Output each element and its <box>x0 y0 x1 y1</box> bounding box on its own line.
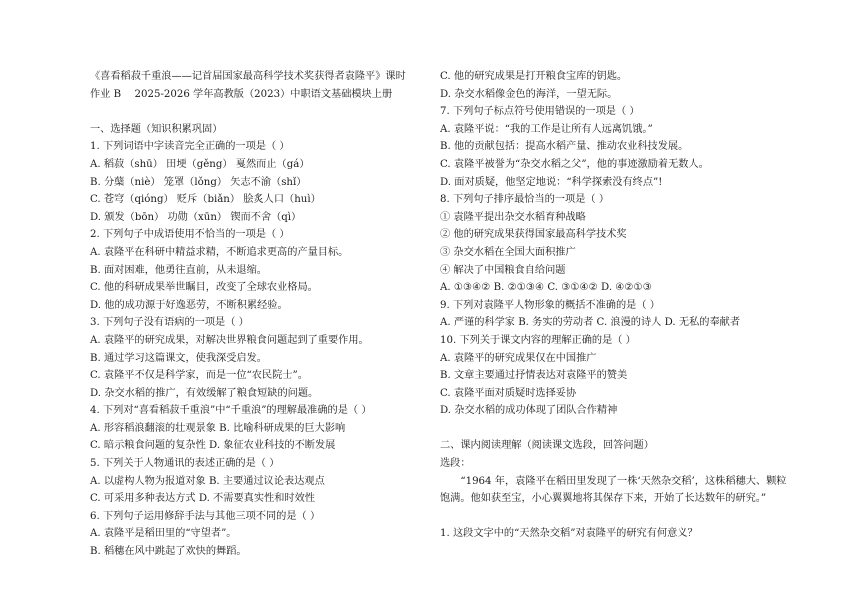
question-5: 5. 下列关于人物通讯的表述正确的是（ ） <box>90 458 280 470</box>
right-column <box>440 68 790 543</box>
option-7c: C. 袁隆平被誉为“杂交水稻之父”，他的事迹激励着无数人。 <box>440 158 709 170</box>
option-3a: A. 袁隆平的研究成果，对解决世界粮食问题起到了重要作用。 <box>90 334 369 346</box>
question-2: 2. 下列句子中成语使用不恰当的一项是（ ） <box>90 229 290 241</box>
options-4cd: C. 暗示粮食问题的复杂性 D. 象征农业科技的不断发展 <box>90 440 336 452</box>
left-column <box>90 68 420 561</box>
option-7d: D. 面对质疑，他坚定地说：“科学探索没有终点”! <box>440 176 663 188</box>
option-10c: C. 袁隆平面对质疑时选择妥协 <box>440 387 577 399</box>
excerpt-label: 选段： <box>440 458 471 470</box>
doc-title-line-2: 作业 B 2025-2026 学年高教版（2023）中职语文基础模块上册 <box>90 88 393 100</box>
doc-title-line-1: 《喜看稻菽千重浪——记首届国家最高科学技术奖获得者袁隆平》课时 <box>90 71 406 82</box>
option-7b: B. 他的贡献包括：提高水稻产量、推动农业科技发展。 <box>440 141 689 153</box>
sentence-8-2: ② 他的研究成果获得国家最高科学技术奖 <box>440 229 627 241</box>
sentence-8-4: ④ 解决了中国粮食自给问题 <box>440 264 566 276</box>
option-1b: B. 分蘖（niè） 笼罩（lǒng） 矢志不渝（shǐ） <box>90 176 307 188</box>
excerpt-paragraph: “1964 年，袁隆平在稻田里发现了一株‘天然杂交稻’，这株稻穗大、颗粒饱满。他如获至宝，小心翼翼地将其保存下来，开始了长达数年的研究。” <box>440 475 787 505</box>
question-10: 10. 下列关于课文内容的理解正确的是（ ） <box>440 334 636 346</box>
question-9: 9. 下列对袁隆平人物形象的概括不准确的是（ ） <box>440 299 660 311</box>
option-2d: D. 他的成功源于好逸恶劳，不断积累经验。 <box>90 299 288 311</box>
option-7a: A. 袁隆平说：“我的工作是让所有人远离饥饿。” <box>440 123 653 135</box>
option-6a: A. 袁隆平是稻田里的“守望者”。 <box>90 528 237 540</box>
reading-question-1: 1. 这段文字中的“天然杂交稻”对袁隆平的研究有何意义？ <box>440 528 698 540</box>
options-5ab: A. 以虚构人物为报道对象 B. 主要通过议论表达观点 <box>90 475 325 487</box>
option-2a: A. 袁隆平在科研中精益求精，不断追求更高的产量目标。 <box>90 246 349 258</box>
options-4ab: A. 形容稻浪翻滚的壮观景象 B. 比喻科研成果的巨大影响 <box>90 422 346 434</box>
options-9: A. 严谨的科学家 B. 务实的劳动者 C. 浪漫的诗人 D. 无私的奉献者 <box>440 317 741 329</box>
option-2b: B. 面对困难，他勇往直前，从未退缩。 <box>90 264 267 276</box>
question-4: 4. 下列对“喜看稻菽千重浪”中“千重浪”的理解最准确的是（ ） <box>90 405 372 417</box>
sentence-8-1: ① 袁隆平提出杂交水稻育种战略 <box>440 211 586 223</box>
option-6c: C. 他的研究成果是打开粮食宝库的钥匙。 <box>440 71 628 82</box>
question-8: 8. 下列句子排序最恰当的一项是（ ） <box>440 194 610 206</box>
question-6: 6. 下列句子运用修辞手法与其他三项不同的是（ ） <box>90 510 321 522</box>
option-1c: C. 苍穹（qióng） 贬斥（biǎn） 脍炙人口（huì） <box>90 194 321 206</box>
option-3c: C. 袁隆平不仅是科学家，而是一位“农民院士”。 <box>90 370 308 382</box>
option-1a: A. 稻菽（shū） 田埂（gěng） 戛然而止（gá） <box>90 158 310 170</box>
question-1: 1. 下列词语中字读音完全正确的一项是（ ） <box>90 141 290 153</box>
sentence-8-3: ③ 杂交水稻在全国大面积推广 <box>440 246 576 258</box>
option-10d: D. 杂交水稻的成功体现了团队合作精神 <box>440 405 618 417</box>
option-6b: B. 稻穗在风中跳起了欢快的舞蹈。 <box>90 546 247 558</box>
option-1d: D. 颁发（bōn） 功勋（xūn） 锲而不舍（qì） <box>90 211 302 223</box>
options-8: A. ①③④② B. ②①③④ C. ③①④② D. ④②①③ <box>440 282 652 294</box>
section-heading-reading: 二、课内阅读理解（阅读课文选段，回答问题） <box>440 440 654 452</box>
question-7: 7. 下列句子标点符号使用错误的一项是（ ） <box>440 106 640 118</box>
question-3: 3. 下列句子没有语病的一项是（ ） <box>90 317 249 329</box>
option-3d: D. 杂交水稻的推广，有效缓解了粮食短缺的问题。 <box>90 387 319 399</box>
options-5cd: C. 可采用多种表达方式 D. 不需要真实性和时效性 <box>90 493 315 505</box>
option-3b: B. 通过学习这篇课文，使我深受启发。 <box>90 352 267 364</box>
option-10a: A. 袁隆平的研究成果仅在中国推广 <box>440 352 597 364</box>
option-10b: B. 文章主要通过抒情表达对袁隆平的赞美 <box>440 370 628 382</box>
option-2c: C. 他的科研成果举世瞩目，改变了全球农业格局。 <box>90 282 318 294</box>
option-6d: D. 杂交水稻像金色的海洋，一望无际。 <box>440 88 618 100</box>
section-heading-choice: 一、选择题（知识积累巩固） <box>90 123 223 135</box>
